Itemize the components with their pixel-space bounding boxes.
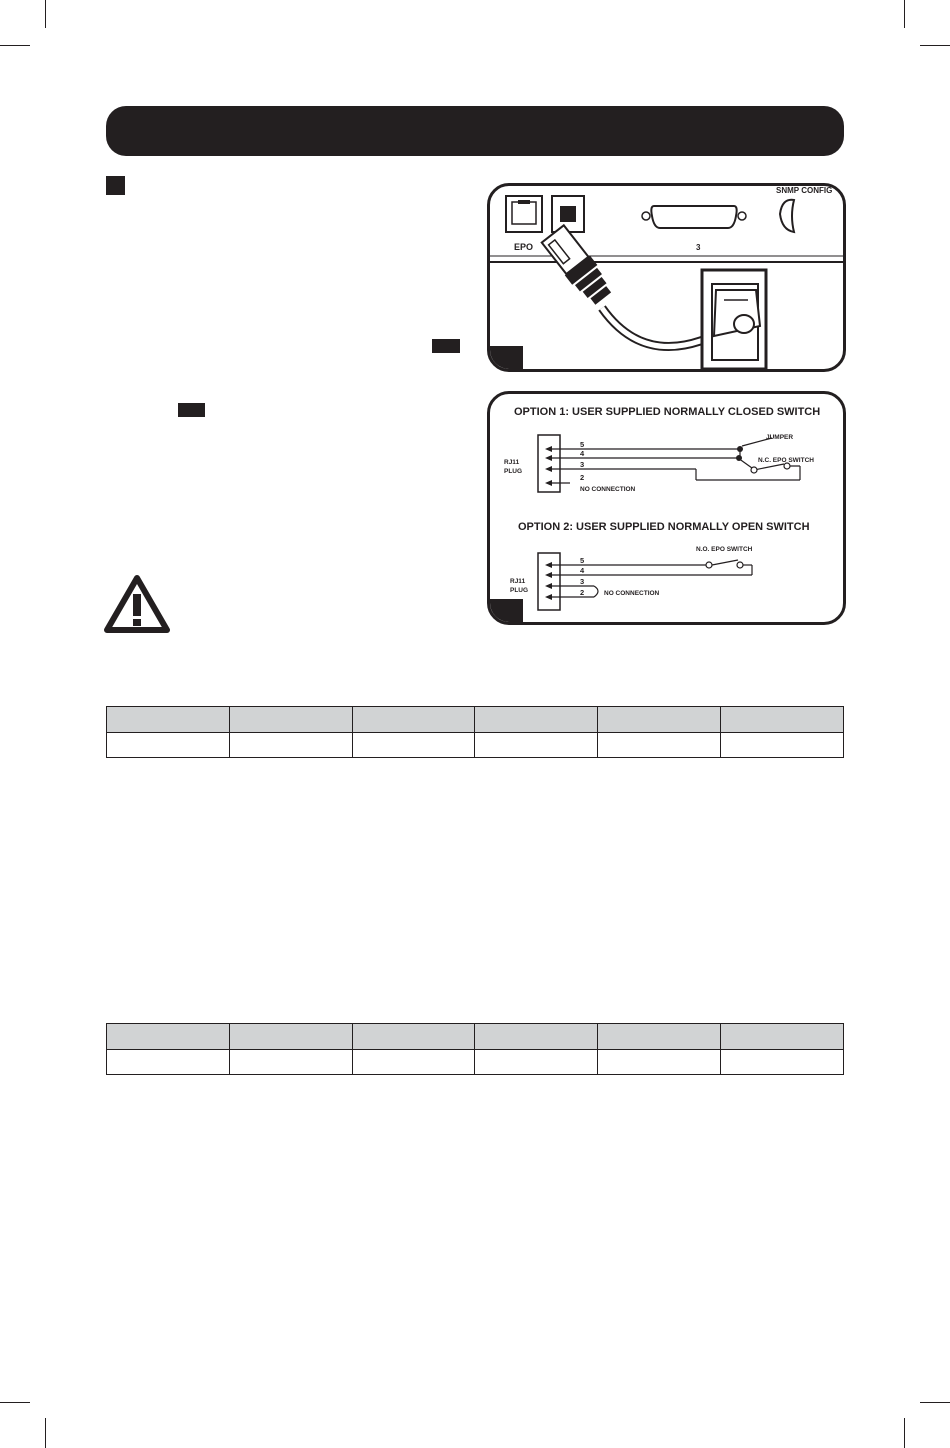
crop-mark	[904, 0, 905, 28]
table-cell	[721, 707, 844, 733]
epo-wiring-figure	[487, 391, 846, 625]
table-row	[107, 1050, 844, 1075]
pin-label: 2	[580, 588, 585, 597]
figure-reference-marker	[432, 339, 460, 353]
option1-title: OPTION 1: USER SUPPLIED NORMALLY CLOSED SWITCH	[514, 406, 821, 418]
pin-label: 2	[580, 473, 585, 482]
figure-number-badge	[489, 599, 523, 623]
step-marker	[106, 176, 125, 195]
table-cell	[475, 1024, 598, 1050]
table-cell	[475, 733, 598, 758]
crop-mark	[920, 1402, 950, 1403]
table-cell	[352, 733, 475, 758]
no-switch-label: N.O. EPO SWITCH	[696, 546, 753, 553]
crop-mark	[45, 0, 46, 28]
pin-label: 4	[580, 449, 585, 458]
rj11-plug-2	[538, 553, 560, 610]
pin-label: 3	[580, 577, 585, 586]
table-cell	[475, 1050, 598, 1075]
option2-title: OPTION 2: USER SUPPLIED NORMALLY OPEN SWITCH	[518, 521, 810, 533]
table-cell	[229, 733, 352, 758]
warning-triangle-icon	[104, 574, 170, 634]
no-connection-label: NO CONNECTION	[580, 486, 636, 493]
section-header-bar	[106, 106, 844, 156]
epo-connection-illustration	[490, 186, 843, 369]
specification-table-2	[106, 1023, 844, 1075]
plug-label: PLUG	[510, 587, 529, 594]
crop-mark	[904, 1418, 905, 1448]
table-cell	[107, 707, 230, 733]
serial-port-label: 3	[696, 243, 701, 252]
pin-label: 4	[580, 566, 585, 575]
serial-port	[651, 206, 736, 228]
table-cell	[229, 1050, 352, 1075]
table-cell	[475, 707, 598, 733]
table-cell	[107, 1050, 230, 1075]
table-row	[107, 733, 844, 758]
epo-connection-figure	[487, 183, 846, 372]
plug-label: PLUG	[504, 468, 523, 475]
crop-mark	[0, 1402, 30, 1403]
snmp-port-label: SNMP CONFIG	[776, 186, 833, 195]
crop-mark	[920, 45, 950, 46]
table-cell	[352, 1024, 475, 1050]
plug-label: RJ11	[510, 578, 526, 585]
epo-port-label: EPO	[514, 242, 534, 252]
epo-wiring-diagram	[490, 394, 843, 622]
pin-label: 5	[580, 556, 585, 565]
table-cell	[107, 1024, 230, 1050]
no-connection-label: NO CONNECTION	[604, 590, 660, 597]
table-cell	[229, 1024, 352, 1050]
specification-table-1	[106, 706, 844, 758]
table-cell	[352, 1050, 475, 1075]
table-cell	[598, 1024, 721, 1050]
pin-label: 5	[580, 440, 585, 449]
figure-reference-marker	[178, 403, 205, 417]
table-header-row	[107, 707, 844, 733]
table-cell	[352, 707, 475, 733]
crop-mark	[0, 45, 30, 46]
epo-switch	[702, 270, 766, 369]
table-cell	[598, 733, 721, 758]
figure-number-badge	[489, 346, 523, 370]
table-cell	[721, 733, 844, 758]
crop-mark	[45, 1418, 46, 1448]
table-cell	[598, 1050, 721, 1075]
table-cell	[107, 733, 230, 758]
jumper-label: JUMPER	[766, 434, 794, 441]
table-cell	[721, 1050, 844, 1075]
table-header-row	[107, 1024, 844, 1050]
plug-label: RJ11	[504, 459, 520, 466]
nc-switch-label: N.C. EPO SWITCH	[758, 457, 814, 464]
table-cell	[229, 707, 352, 733]
table-cell	[598, 707, 721, 733]
table-cell	[721, 1024, 844, 1050]
pin-label: 3	[580, 460, 585, 469]
